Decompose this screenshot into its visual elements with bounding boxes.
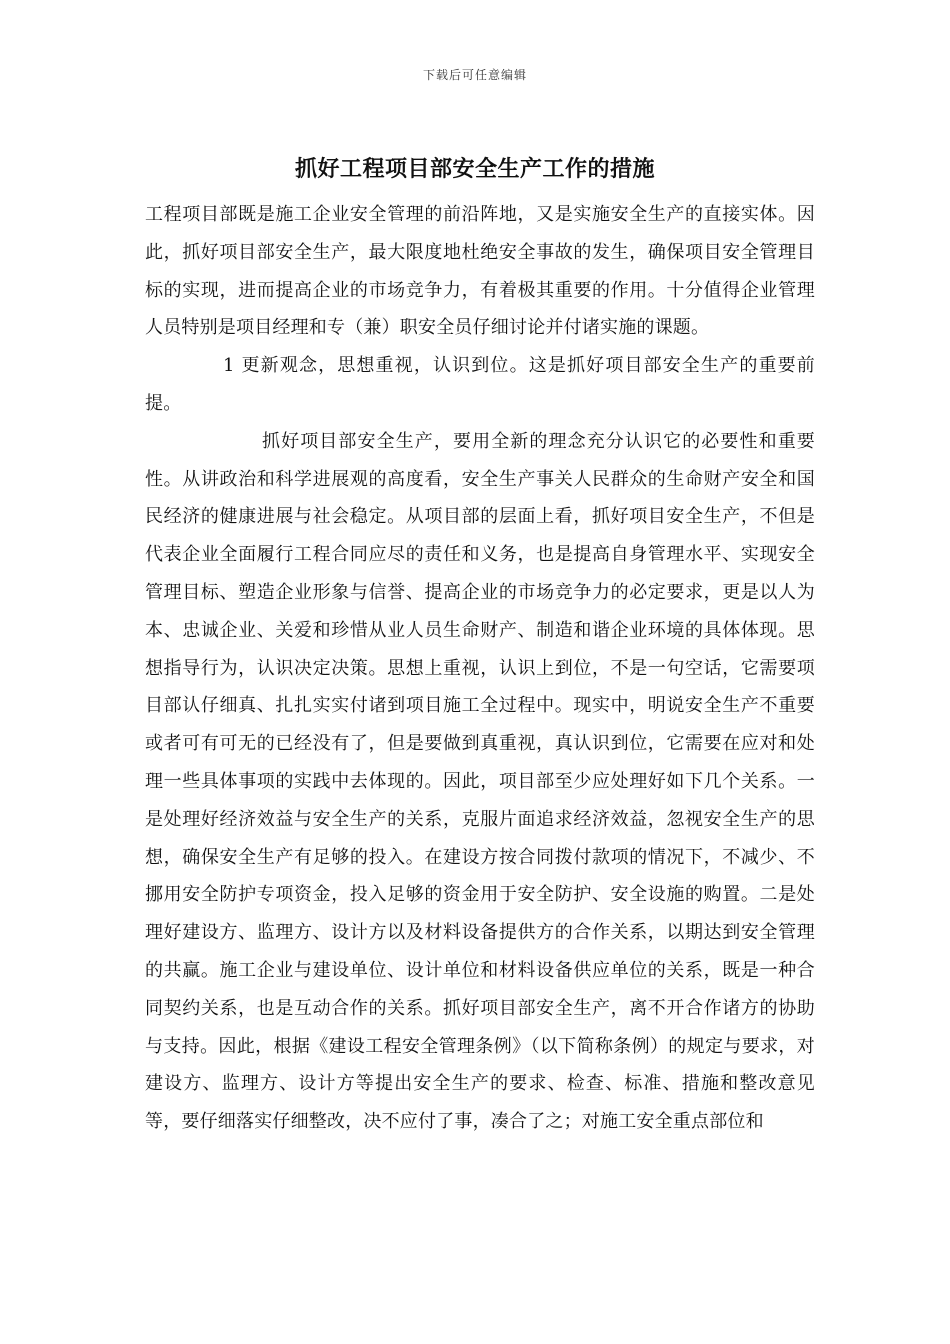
paragraph-section-heading: 1 更新观念，思想重视，认识到位。这是抓好项目部安全生产的重要前提。 [145, 355, 815, 414]
paragraph-main: 抓好项目部安全生产，要用全新的理念充分认识它的必要性和重要性。从讲政治和科学进展观的高度看，安全生产事关人民群众的生命财产安全和国民经济的健康进展与社会稳定。从项目部的层面上看，抓好项目安全生产，不但是代表企业全面履行工程合同应尽的责任和义务，也是提高自身管理水平、实现安全管理目标、塑造企业形象与信誉、提高企业的市场竞争力的必定要求，更是以人为本、忠诚企业、关爱和珍惜从业人员生命财产、制造和谐企业环境的具体体现。思想指导行为，认识决定决策。思想上重视，认识上到位，不是一句空话，它需要项目部认仔细真、扎扎实实付诸到项目施工全过程中。现实中，明说安全生产不重要或者可有可无的已经没有了，但是要做到真重视，真认识到位，它需要在应对和处理一些具体事项的实践中去体现的。因此，项目部至少应处理好如下几个关系。一是处理好经济效益与安全生产的关系，克服片面追求经济效益，忽视安全生产的思想，确保安全生产有足够的投入。在建设方按合同拨付款项的情况下，不减少、不挪用安全防护专项资金，投入足够的资金用于安全防护、安全设施的购置。二是处理好建设方、监理方、设计方以及材料设备提供方的合作关系，以期达到安全管理的共赢。施工企业与建设单位、设计单位和材料设备供应单位的关系，既是一种合同契约关系，也是互动合作的关系。抓好项目部安全生产，离不开合作诸方的协助与支持。因此，根据《建设工程安全管理条例》（以下简称条例）的规定与要求，对建设方、监理方、设计方等提出安全生产的要求、检查、标准、措施和整改意见等，要仔细落实仔细整改，决不应付了事，凑合了之；对施工安全重点部位和 [145, 430, 815, 1133]
document-body [145, 196, 815, 1141]
paragraph-intro: 工程项目部既是施工企业安全管理的前沿阵地，又是实施安全生产的直接实体。因此，抓好项目部安全生产，最大限度地杜绝安全事故的发生，确保项目安全管理目标的实现，进而提高企业的市场竞争力，有着极其重要的作用。十分值得企业管理人员特别是项目经理和专（兼）职安全员仔细讨论并付诸实施的课题。 [145, 204, 815, 339]
header-note: 下载后可任意编辑 [422, 68, 527, 82]
document-title: 抓好工程项目部安全生产工作的措施 [294, 156, 655, 182]
